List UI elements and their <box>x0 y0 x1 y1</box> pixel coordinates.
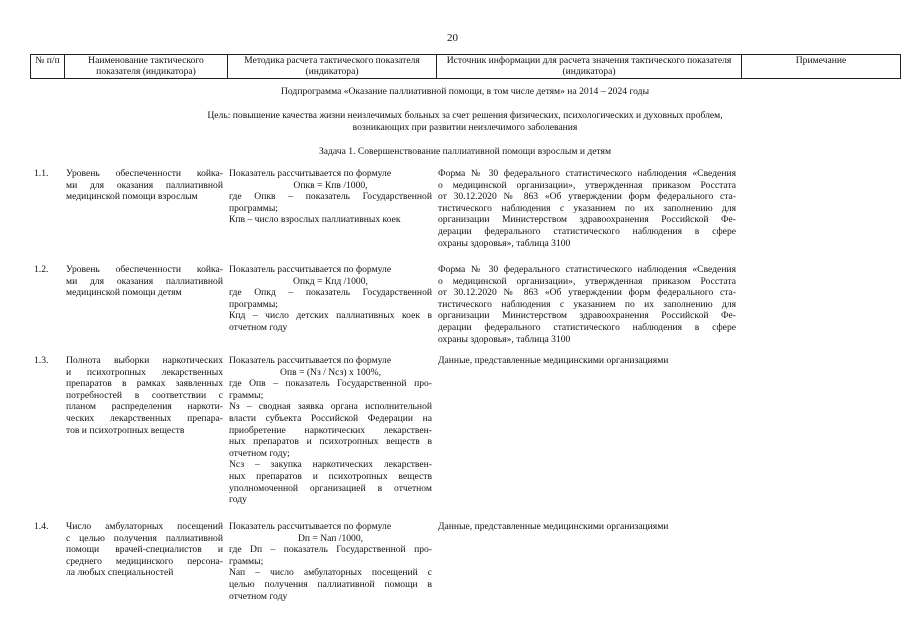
subprogram-title: Подпрограмма «Оказание паллиативной помощи, в том числе детям» на 2014 – 2024 годы <box>280 86 650 97</box>
task-title: Задача 1. Совершенствование паллиативной помощи взрослым и детям <box>318 146 612 157</box>
row-number: 1.2. <box>34 264 49 275</box>
row-number: 1.3. <box>34 355 49 366</box>
indicator-name: Число амбулаторных посещений с целью получения паллиативной помощи врачей-специалистов и среднего медицинского персона- ла любых специальностей <box>66 521 223 579</box>
information-source: Форма № 30 федерального статистического наблюдения «Сведения о медицинской организации», утвержденная приказом Росстата от 30.12.2020 № 863 «Об утверждении форм федерального ста- тистического наблюдения с указанием по их заполнению для организации Министерством здравоохранения Российской Фе- дерации федерального статистического наблюдения в сфере охраны здоровья», таблица 3100 <box>438 264 736 345</box>
calculation-method: Показатель рассчитывается по формуле Dп = Nап /1000, где Dп – показатель Государственной про- граммы; Nап – число амбулаторных посещений с целью получения паллиативной помощи в отчетном году <box>229 521 432 602</box>
information-source: Форма № 30 федерального статистического наблюдения «Сведения о медицинской организации», утвержденная приказом Росстата от 30.12.2020 № 863 «Об утверждении форм федерального ста- тистического наблюдения с указанием по их заполнению для организации Министерством здравоохранения Российской Фе- дерации федерального статистического наблюдения в сфере охраны здоровья», таблица 3100 <box>438 168 736 249</box>
information-source: Данные, представленные медицинскими организациями <box>438 521 669 532</box>
table-header <box>30 54 901 79</box>
row-number: 1.1. <box>34 168 49 179</box>
indicator-name: Полнота выборки наркотических и психотропных лекарственных препаратов в рамках заявленных потребностей в соответствии с планом распределения наркоти- ческих лекарственных препара- тов и психотропных веществ <box>66 355 223 436</box>
formula: Опкв = Кпв /1000, <box>293 179 368 191</box>
information-source: Данные, представленные медицинскими организациями <box>438 355 669 366</box>
indicator-name: Уровень обеспеченности койка- ми для оказания паллиативной медицинской помощи взрослым <box>66 168 223 203</box>
calculation-method: Показатель рассчитывается по формуле Опв = (Nз / Nсз) х 100%, где Опв – показатель Государственной про- граммы; Nз – сводная заявка органа исполнительной власти субъекта Российской Федерации на приобретение наркотических лекарствен- ных препаратов и психотропных веществ в отчетном году; Nсз – закупка наркотических лекарствен- ных препаратов и психотропных веществ уполномоченной организацией в отчетном году <box>229 355 432 506</box>
header-note: Примечание <box>742 55 901 79</box>
calculation-method: Показатель рассчитывается по формуле Опкв = Кпв /1000, где Опкв – показатель Государственной программы; Кпв – число взрослых паллиативных коек <box>229 168 432 226</box>
goal-line-1: Цель: повышение качества жизни неизлечимых больных за счет решения физических, психологических и духовных проблем, <box>207 110 723 121</box>
page-number: 20 <box>447 32 458 44</box>
formula: Опкд = Кпд /1000, <box>293 275 368 287</box>
goal-line-2: возникающих при развитии неизлечимого заболевания <box>352 122 578 133</box>
indicator-name: Уровень обеспеченности койка- ми для оказания паллиативной медицинской помощи детям <box>66 264 223 299</box>
formula: Опв = (Nз / Nсз) х 100%, <box>280 366 381 378</box>
row-number: 1.4. <box>34 521 49 532</box>
header-indicator-name: Наименование тактического показателя (индикатора) <box>65 55 228 79</box>
header-number: № п/п <box>31 55 65 79</box>
header-method: Методика расчета тактического показателя (индикатора) <box>228 55 437 79</box>
header-source: Источник информации для расчета значения тактического показателя (индикатора) <box>437 55 742 79</box>
calculation-method: Показатель рассчитывается по формуле Опкд = Кпд /1000, где Опкд – показатель Государственной программы; Кпд – число детских паллиативных коек в отчетном году <box>229 264 432 333</box>
formula: Dп = Nап /1000, <box>297 532 364 544</box>
